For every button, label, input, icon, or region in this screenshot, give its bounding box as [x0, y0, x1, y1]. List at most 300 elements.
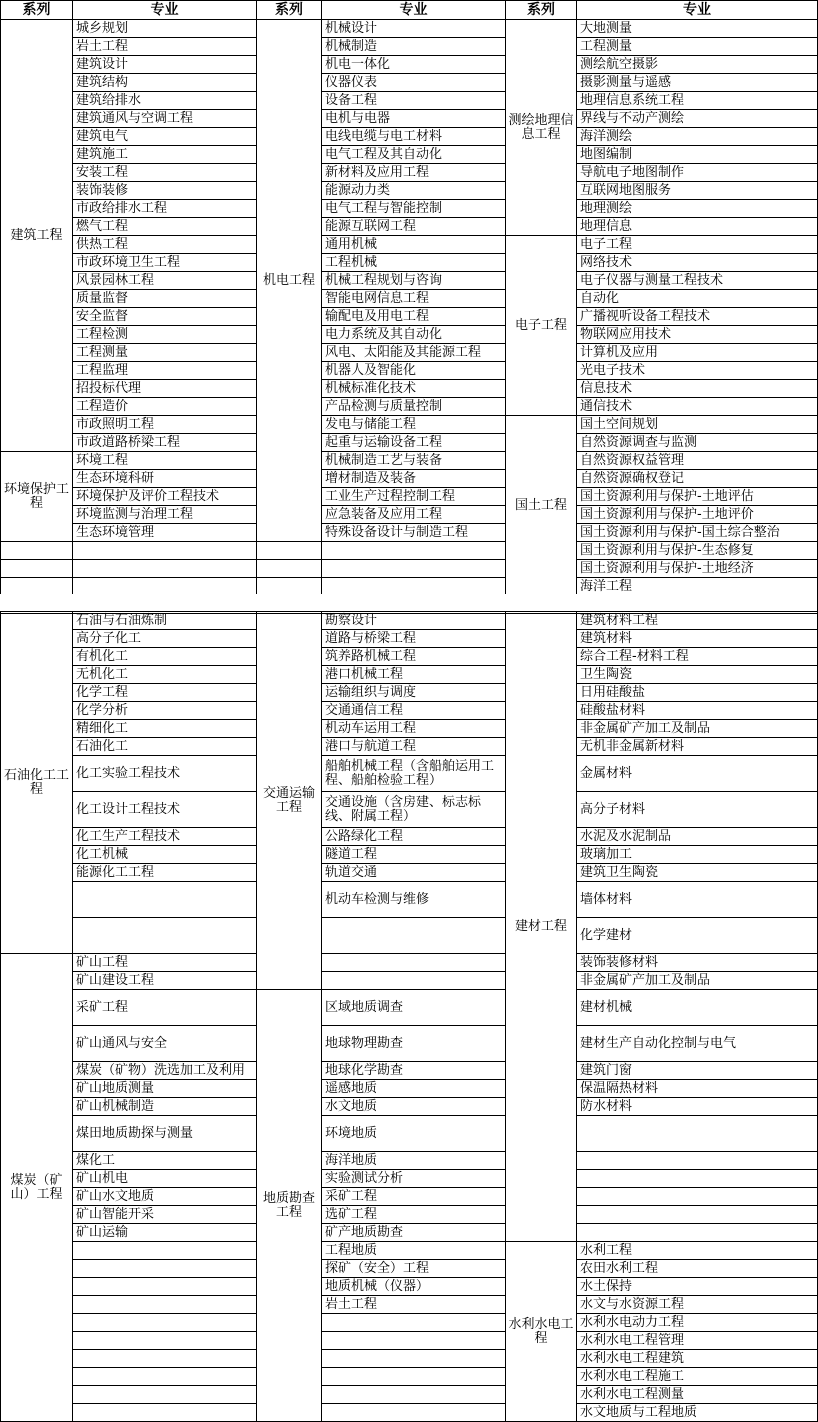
- table-row: [1, 56, 818, 74]
- major-cell[interactable]: 装饰装修材料: [577, 954, 818, 972]
- major-cell[interactable]: 有机化工: [73, 648, 257, 666]
- major-cell[interactable]: 区域地质调查: [322, 990, 506, 1026]
- major-cell[interactable]: 矿山机械制造: [73, 1098, 257, 1116]
- table-row: [1, 1026, 818, 1062]
- empty-cell[interactable]: [257, 578, 322, 596]
- major-cell[interactable]: 环境监测与治理工程: [73, 506, 257, 524]
- major-cell[interactable]: 电气工程及其自动化: [322, 146, 506, 164]
- table-row: [1, 326, 818, 344]
- empty-cell[interactable]: [322, 578, 506, 596]
- major-cell[interactable]: 增材制造及装备: [322, 470, 506, 488]
- empty-cell[interactable]: [73, 918, 257, 954]
- major-cell[interactable]: 生态环境科研: [73, 470, 257, 488]
- empty-cell[interactable]: [73, 1260, 257, 1278]
- major-cell[interactable]: 风电、太阳能及其能源工程: [322, 344, 506, 362]
- major-cell[interactable]: 煤田地质勘探与测量: [73, 1116, 257, 1152]
- major-cell[interactable]: 化工实验工程技术: [73, 756, 257, 792]
- major-cell[interactable]: 质量监督: [73, 290, 257, 308]
- table-row: [1, 1404, 818, 1422]
- major-cell[interactable]: 建筑材料工程: [577, 612, 818, 630]
- empty-cell[interactable]: [73, 1332, 257, 1350]
- major-cell[interactable]: 建筑材料: [577, 630, 818, 648]
- major-cell[interactable]: 石油与石油炼制: [73, 612, 257, 630]
- empty-cell[interactable]: [73, 1296, 257, 1314]
- major-cell[interactable]: 港口与航道工程: [322, 738, 506, 756]
- major-cell[interactable]: 煤化工: [73, 1152, 257, 1170]
- table-row: [1, 452, 818, 470]
- table-row: [1, 1188, 818, 1206]
- empty-cell[interactable]: [1, 542, 73, 560]
- table-row: [1, 1170, 818, 1188]
- major-cell[interactable]: 综合工程-材料工程: [577, 648, 818, 666]
- major-cell[interactable]: 电机与电器: [322, 110, 506, 128]
- empty-cell[interactable]: [322, 1350, 506, 1368]
- major-cell[interactable]: 水利水电工程建筑: [577, 1350, 818, 1368]
- major-cell[interactable]: 环境地质: [322, 1116, 506, 1152]
- major-cell[interactable]: 物联网应用技术: [577, 326, 818, 344]
- table-row: [1, 200, 818, 218]
- major-cell[interactable]: 矿山运输: [73, 1224, 257, 1242]
- major-cell[interactable]: 自然资源权益管理: [577, 452, 818, 470]
- empty-cell[interactable]: [73, 542, 257, 560]
- major-cell[interactable]: 地质机械（仪器）: [322, 1278, 506, 1296]
- major-cell[interactable]: 水利水电工程管理: [577, 1332, 818, 1350]
- table-row: [1, 380, 818, 398]
- major-cell[interactable]: 地理信息系统工程: [577, 92, 818, 110]
- major-cell[interactable]: 日用硅酸盐: [577, 684, 818, 702]
- major-cell[interactable]: 起重与运输设备工程: [322, 434, 506, 452]
- table-row: [1, 1062, 818, 1080]
- major-cell[interactable]: 工程测量: [73, 344, 257, 362]
- major-cell[interactable]: 计算机及应用: [577, 344, 818, 362]
- major-cell[interactable]: 界线与不动产测绘: [577, 110, 818, 128]
- empty-cell[interactable]: [322, 1404, 506, 1422]
- major-cell[interactable]: 地图编制: [577, 146, 818, 164]
- empty-cell[interactable]: [577, 1170, 818, 1188]
- empty-cell[interactable]: [73, 1242, 257, 1260]
- empty-cell[interactable]: [577, 1224, 818, 1242]
- category-cell[interactable]: 测绘地理信息工程: [506, 20, 577, 236]
- major-cell[interactable]: 采矿工程: [322, 1188, 506, 1206]
- table-row: [1, 1332, 818, 1350]
- major-cell[interactable]: 机械标准化技术: [322, 380, 506, 398]
- empty-cell[interactable]: [322, 918, 506, 954]
- major-cell[interactable]: 煤炭（矿物）洗选加工及利用: [73, 1062, 257, 1080]
- major-cell[interactable]: 市政环境卫生工程: [73, 254, 257, 272]
- major-cell[interactable]: 化工生产工程技术: [73, 828, 257, 846]
- major-cell[interactable]: 市政照明工程: [73, 416, 257, 434]
- table-row: [1, 864, 818, 882]
- major-cell[interactable]: 建材生产自动化控制与电气: [577, 1026, 818, 1062]
- majors-table-bottom: [0, 611, 818, 1422]
- table-row: [1, 434, 818, 452]
- major-cell[interactable]: 矿山智能开采: [73, 1206, 257, 1224]
- empty-cell[interactable]: [257, 560, 322, 578]
- category-cell[interactable]: 电子工程: [506, 236, 577, 416]
- major-cell[interactable]: 智能电网信息工程: [322, 290, 506, 308]
- major-cell[interactable]: 海洋测绘: [577, 128, 818, 146]
- major-cell[interactable]: 化学建材: [577, 918, 818, 954]
- majors-table-top: [0, 0, 818, 614]
- table-row: [1, 630, 818, 648]
- table-row: [1, 1098, 818, 1116]
- major-cell[interactable]: 电力系统及其自动化: [322, 326, 506, 344]
- major-cell[interactable]: 市政道路桥梁工程: [73, 434, 257, 452]
- table-row: [1, 470, 818, 488]
- major-cell[interactable]: 地理测绘: [577, 200, 818, 218]
- table-row: [1, 1368, 818, 1386]
- major-cell[interactable]: 装饰装修: [73, 182, 257, 200]
- major-cell[interactable]: 建筑通风与空调工程: [73, 110, 257, 128]
- major-cell[interactable]: 安全监督: [73, 308, 257, 326]
- table-row: [1, 972, 818, 990]
- table-row: [1, 738, 818, 756]
- major-cell[interactable]: 岩土工程: [322, 1296, 506, 1314]
- table-row: [1, 1314, 818, 1332]
- major-cell[interactable]: 自然资源调查与监测: [577, 434, 818, 452]
- major-cell[interactable]: 矿山水文地质: [73, 1188, 257, 1206]
- major-cell[interactable]: 轨道交通: [322, 864, 506, 882]
- table-row: [1, 110, 818, 128]
- table-row: [1, 398, 818, 416]
- category-cell[interactable]: 建筑工程: [1, 20, 73, 452]
- major-cell[interactable]: 工程造价: [73, 398, 257, 416]
- empty-cell[interactable]: [577, 1152, 818, 1170]
- major-cell[interactable]: 导航电子地图制作: [577, 164, 818, 182]
- major-cell[interactable]: 水利水电工程测量: [577, 1386, 818, 1404]
- major-cell[interactable]: 非金属矿产加工及制品: [577, 720, 818, 738]
- major-cell[interactable]: 互联网地图服务: [577, 182, 818, 200]
- empty-cell[interactable]: [73, 1314, 257, 1332]
- major-cell[interactable]: 环境保护及评价工程技术: [73, 488, 257, 506]
- major-cell[interactable]: 自然资源确权登记: [577, 470, 818, 488]
- major-cell[interactable]: 筑养路机械工程: [322, 648, 506, 666]
- major-cell[interactable]: 非金属矿产加工及制品: [577, 972, 818, 990]
- major-cell[interactable]: 矿山机电: [73, 1170, 257, 1188]
- major-cell[interactable]: 矿山工程: [73, 954, 257, 972]
- major-cell[interactable]: 通信技术: [577, 398, 818, 416]
- major-cell[interactable]: 仪器仪表: [322, 74, 506, 92]
- major-cell[interactable]: 能源化工工程: [73, 864, 257, 882]
- major-cell[interactable]: 公路绿化工程: [322, 828, 506, 846]
- empty-cell[interactable]: [73, 578, 257, 596]
- header-row: [1, 1, 818, 20]
- major-cell[interactable]: 摄影测量与遥感: [577, 74, 818, 92]
- category-cell[interactable]: 国土工程: [506, 416, 577, 596]
- table-row: [1, 846, 818, 864]
- major-cell[interactable]: 建筑施工: [73, 146, 257, 164]
- category-cell[interactable]: 水利水电工程: [506, 1242, 577, 1422]
- major-cell[interactable]: 墙体材料: [577, 882, 818, 918]
- empty-cell[interactable]: [322, 1386, 506, 1404]
- major-cell[interactable]: 水文地质与工程地质: [577, 1404, 818, 1422]
- major-cell[interactable]: 化工设计工程技术: [73, 792, 257, 828]
- table-row: [1, 488, 818, 506]
- major-cell[interactable]: 建筑结构: [73, 74, 257, 92]
- empty-cell[interactable]: [1, 560, 73, 578]
- table-row: [1, 254, 818, 272]
- major-cell[interactable]: 防水材料: [577, 1098, 818, 1116]
- major-cell[interactable]: 电子仪器与测量工程技术: [577, 272, 818, 290]
- major-cell[interactable]: 地球化学勘查: [322, 1062, 506, 1080]
- empty-cell[interactable]: [577, 1206, 818, 1224]
- major-cell[interactable]: 机电一体化: [322, 56, 506, 74]
- table-row: [1, 308, 818, 326]
- category-cell[interactable]: 地质勘查工程: [257, 990, 322, 1422]
- major-cell[interactable]: 电线电缆与电工材料: [322, 128, 506, 146]
- major-cell[interactable]: 建材机械: [577, 990, 818, 1026]
- empty-cell[interactable]: [257, 542, 322, 560]
- major-cell[interactable]: 国土空间规划: [577, 416, 818, 434]
- table-row: [1, 182, 818, 200]
- major-cell[interactable]: 城乡规划: [73, 20, 257, 38]
- table-row: [1, 1080, 818, 1098]
- major-cell[interactable]: 光电子技术: [577, 362, 818, 380]
- major-cell[interactable]: 卫生陶瓷: [577, 666, 818, 684]
- table-row: [1, 272, 818, 290]
- empty-cell[interactable]: [322, 560, 506, 578]
- major-cell[interactable]: 自动化: [577, 290, 818, 308]
- major-cell[interactable]: 农田水利工程: [577, 1260, 818, 1278]
- major-cell[interactable]: 工程测量: [577, 38, 818, 56]
- major-cell[interactable]: 港口机械工程: [322, 666, 506, 684]
- major-cell[interactable]: 水泥及水泥制品: [577, 828, 818, 846]
- empty-cell[interactable]: [577, 1188, 818, 1206]
- major-cell[interactable]: 精细化工: [73, 720, 257, 738]
- empty-cell[interactable]: [322, 542, 506, 560]
- major-cell[interactable]: 工程地质: [322, 1242, 506, 1260]
- major-cell[interactable]: 能源动力类: [322, 182, 506, 200]
- major-cell[interactable]: 建筑卫生陶瓷: [577, 864, 818, 882]
- major-cell[interactable]: 生态环境管理: [73, 524, 257, 542]
- major-cell[interactable]: 选矿工程: [322, 1206, 506, 1224]
- major-cell[interactable]: 无机非金属新材料: [577, 738, 818, 756]
- table-row: [1, 146, 818, 164]
- section-spacer: [0, 594, 817, 612]
- major-cell[interactable]: 矿山通风与安全: [73, 1026, 257, 1062]
- major-cell[interactable]: 通用机械: [322, 236, 506, 254]
- table-row: [1, 218, 818, 236]
- major-cell[interactable]: 电气工程与智能控制: [322, 200, 506, 218]
- major-cell[interactable]: 输配电及用电工程: [322, 308, 506, 326]
- major-cell[interactable]: 水土保持: [577, 1278, 818, 1296]
- major-cell[interactable]: 工程检测: [73, 326, 257, 344]
- major-cell[interactable]: 化学工程: [73, 684, 257, 702]
- major-cell[interactable]: 化学分析: [73, 702, 257, 720]
- major-cell[interactable]: 矿山地质测量: [73, 1080, 257, 1098]
- major-cell[interactable]: 市政给排水工程: [73, 200, 257, 218]
- major-cell[interactable]: 应急装备及应用工程: [322, 506, 506, 524]
- header-category[interactable]: 系列: [506, 1, 577, 20]
- major-cell[interactable]: 建筑电气: [73, 128, 257, 146]
- major-cell[interactable]: 机械工程规划与咨询: [322, 272, 506, 290]
- major-cell[interactable]: 产品检测与质量控制: [322, 398, 506, 416]
- category-cell[interactable]: 环境保护工程: [1, 452, 73, 542]
- major-cell[interactable]: 保温隔热材料: [577, 1080, 818, 1098]
- table-row: [1, 1386, 818, 1404]
- major-cell[interactable]: 国土资源利用与保护-生态修复: [577, 542, 818, 560]
- empty-cell[interactable]: [577, 1116, 818, 1152]
- major-cell[interactable]: 岩土工程: [73, 38, 257, 56]
- major-cell[interactable]: 新材料及应用工程: [322, 164, 506, 182]
- category-cell[interactable]: 煤炭（矿山）工程: [1, 954, 73, 1422]
- major-cell[interactable]: 采矿工程: [73, 990, 257, 1026]
- table-row: [1, 128, 818, 146]
- major-cell[interactable]: 建筑门窗: [577, 1062, 818, 1080]
- major-cell[interactable]: 国土资源利用与保护-土地评估: [577, 488, 818, 506]
- major-cell[interactable]: 勘察设计: [322, 612, 506, 630]
- table-row: [1, 20, 818, 38]
- major-cell[interactable]: 电子工程: [577, 236, 818, 254]
- table-row: [1, 1206, 818, 1224]
- major-cell[interactable]: 工业生产过程控制工程: [322, 488, 506, 506]
- table-row: [1, 702, 818, 720]
- major-cell[interactable]: 道路与桥梁工程: [322, 630, 506, 648]
- empty-cell[interactable]: [73, 560, 257, 578]
- major-cell[interactable]: 水文与水资源工程: [577, 1296, 818, 1314]
- major-cell[interactable]: 硅酸盐材料: [577, 702, 818, 720]
- table-row: [1, 1242, 818, 1260]
- major-cell[interactable]: 招投标代理: [73, 380, 257, 398]
- header-category[interactable]: 系列: [1, 1, 73, 20]
- empty-cell[interactable]: [322, 1368, 506, 1386]
- major-cell[interactable]: 高分子化工: [73, 630, 257, 648]
- major-cell[interactable]: 矿产地质勘查: [322, 1224, 506, 1242]
- major-cell[interactable]: 水利工程: [577, 1242, 818, 1260]
- table-row: [1, 92, 818, 110]
- major-cell[interactable]: 设备工程: [322, 92, 506, 110]
- major-cell[interactable]: 无机化工: [73, 666, 257, 684]
- major-cell[interactable]: 水利水电工程施工: [577, 1368, 818, 1386]
- major-cell[interactable]: 实验测试分析: [322, 1170, 506, 1188]
- major-cell[interactable]: 发电与储能工程: [322, 416, 506, 434]
- category-cell[interactable]: 交通运输工程: [257, 612, 322, 990]
- major-cell[interactable]: 能源互联网工程: [322, 218, 506, 236]
- table-row: [1, 1278, 818, 1296]
- major-cell[interactable]: 广播视听设备工程技术: [577, 308, 818, 326]
- major-cell[interactable]: 高分子材料: [577, 792, 818, 828]
- table-row: [1, 236, 818, 254]
- header-major[interactable]: 专业: [73, 1, 257, 20]
- major-cell[interactable]: 水文地质: [322, 1098, 506, 1116]
- empty-cell[interactable]: [322, 954, 506, 972]
- table-row: [1, 684, 818, 702]
- major-cell[interactable]: 石油化工: [73, 738, 257, 756]
- major-cell[interactable]: 大地测量: [577, 20, 818, 38]
- major-cell[interactable]: 机械设计: [322, 20, 506, 38]
- table-row: [1, 990, 818, 1026]
- major-cell[interactable]: 建筑给排水: [73, 92, 257, 110]
- major-cell[interactable]: 测绘航空摄影: [577, 56, 818, 74]
- major-cell[interactable]: 探矿（安全）工程: [322, 1260, 506, 1278]
- major-cell[interactable]: 玻璃加工: [577, 846, 818, 864]
- table-row: [1, 1152, 818, 1170]
- table-row: [1, 1350, 818, 1368]
- major-cell[interactable]: 国土资源利用与保护-土地经济: [577, 560, 818, 578]
- major-cell[interactable]: 国土资源利用与保护-土地评价: [577, 506, 818, 524]
- major-cell[interactable]: 机动车检测与维修: [322, 882, 506, 918]
- major-cell[interactable]: 机器人及智能化: [322, 362, 506, 380]
- header-category[interactable]: 系列: [257, 1, 322, 20]
- major-cell[interactable]: 船舶机械工程（含船舶运用工程、船舶检验工程）: [322, 756, 506, 792]
- empty-cell[interactable]: [73, 1278, 257, 1296]
- major-cell[interactable]: 交通设施（含房建、标志标线、附属工程）: [322, 792, 506, 828]
- major-cell[interactable]: 网络技术: [577, 254, 818, 272]
- major-cell[interactable]: 安装工程: [73, 164, 257, 182]
- table-row: [1, 74, 818, 92]
- empty-cell[interactable]: [1, 578, 73, 596]
- table-row: [1, 290, 818, 308]
- empty-cell[interactable]: [73, 882, 257, 918]
- table-row: [1, 164, 818, 182]
- major-cell[interactable]: 燃气工程: [73, 218, 257, 236]
- major-cell[interactable]: 化工机械: [73, 846, 257, 864]
- header-major[interactable]: 专业: [322, 1, 506, 20]
- table-row: [1, 1296, 818, 1314]
- major-cell[interactable]: 地理信息: [577, 218, 818, 236]
- category-cell[interactable]: 建材工程: [506, 612, 577, 1242]
- major-cell[interactable]: 风景园林工程: [73, 272, 257, 290]
- table-row: [1, 1260, 818, 1278]
- major-cell[interactable]: 地球物理勘查: [322, 1026, 506, 1062]
- empty-cell[interactable]: [73, 1404, 257, 1422]
- empty-cell[interactable]: [322, 1314, 506, 1332]
- major-cell[interactable]: 海洋地质: [322, 1152, 506, 1170]
- table-row: [1, 542, 818, 560]
- major-cell[interactable]: 供热工程: [73, 236, 257, 254]
- table-row: [1, 756, 818, 792]
- major-cell[interactable]: 机动车运用工程: [322, 720, 506, 738]
- table-row: [1, 720, 818, 738]
- major-cell[interactable]: 工程机械: [322, 254, 506, 272]
- category-cell[interactable]: 机电工程: [257, 20, 322, 542]
- table-row: [1, 648, 818, 666]
- major-cell[interactable]: 机械制造工艺与装备: [322, 452, 506, 470]
- major-cell[interactable]: 机械制造: [322, 38, 506, 56]
- table-row: [1, 612, 818, 630]
- major-cell[interactable]: 国土资源利用与保护-国土综合整治: [577, 524, 818, 542]
- major-cell[interactable]: 环境工程: [73, 452, 257, 470]
- table-row: [1, 792, 818, 828]
- major-cell[interactable]: 信息技术: [577, 380, 818, 398]
- category-cell[interactable]: 石油化工工程: [1, 612, 73, 954]
- table-row: [1, 506, 818, 524]
- table-row: [1, 918, 818, 954]
- major-cell[interactable]: 遥感地质: [322, 1080, 506, 1098]
- header-major[interactable]: 专业: [577, 1, 818, 20]
- table-row: [1, 344, 818, 362]
- major-cell[interactable]: 工程监理: [73, 362, 257, 380]
- major-cell[interactable]: 海洋工程: [577, 578, 818, 596]
- table-row: [1, 416, 818, 434]
- empty-cell[interactable]: [322, 1332, 506, 1350]
- major-cell[interactable]: 水利水电动力工程: [577, 1314, 818, 1332]
- empty-cell[interactable]: [322, 972, 506, 990]
- table-row: [1, 882, 818, 918]
- empty-cell[interactable]: [73, 1350, 257, 1368]
- table-row: [1, 828, 818, 846]
- major-cell[interactable]: 运输组织与调度: [322, 684, 506, 702]
- empty-cell[interactable]: [73, 1386, 257, 1404]
- major-cell[interactable]: 建筑设计: [73, 56, 257, 74]
- major-cell[interactable]: 隧道工程: [322, 846, 506, 864]
- major-cell[interactable]: 矿山建设工程: [73, 972, 257, 990]
- empty-cell[interactable]: [73, 1368, 257, 1386]
- major-cell[interactable]: 特殊设备设计与制造工程: [322, 524, 506, 542]
- major-cell[interactable]: 金属材料: [577, 756, 818, 792]
- major-cell[interactable]: 交通通信工程: [322, 702, 506, 720]
- table-row: [1, 1224, 818, 1242]
